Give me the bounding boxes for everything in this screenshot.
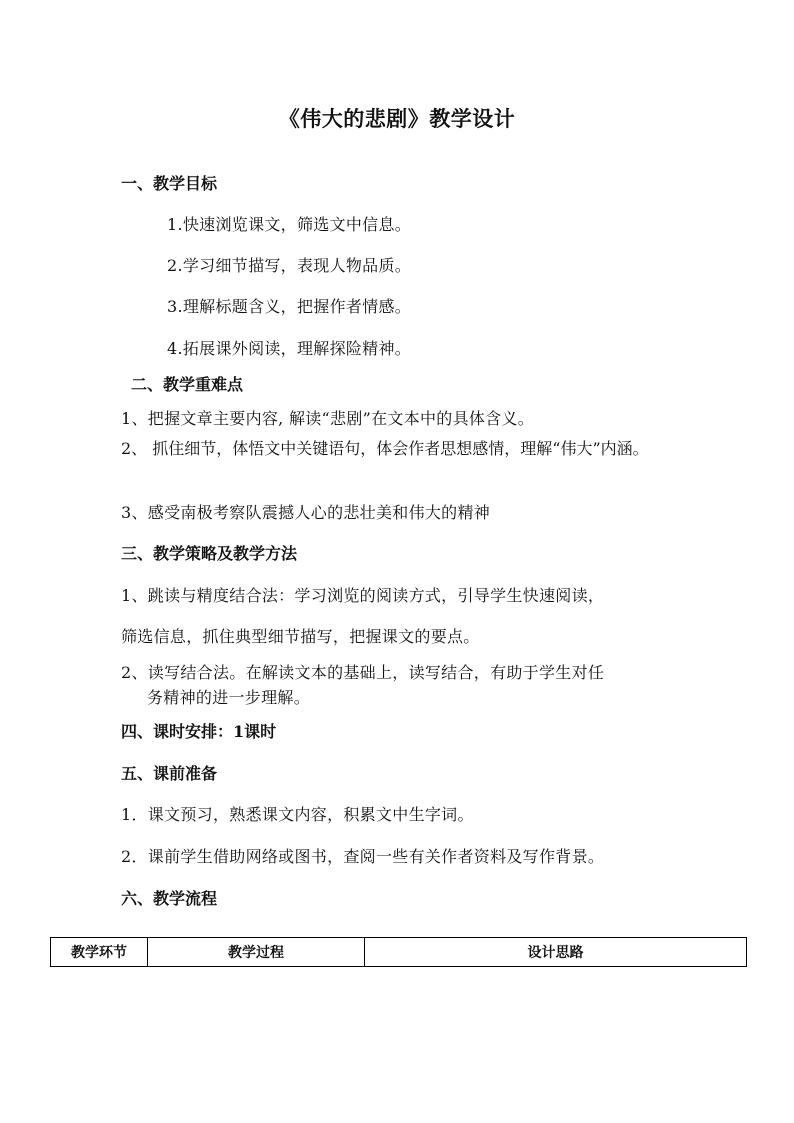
objective-item: 2.学习细节描写，表现人物品质。 <box>167 256 412 275</box>
preparation-item: 1．课文预习，熟悉课文内容，积累文中生字词。 <box>121 805 474 824</box>
table-header-cell: 教学过程 <box>148 938 365 967</box>
table-header-cell: 设计思路 <box>365 938 747 967</box>
section-heading-objectives: 一、教学目标 <box>121 174 218 193</box>
table-header-cell: 教学环节 <box>51 938 148 967</box>
section-heading-preparation: 五、课前准备 <box>121 764 218 783</box>
section-heading-strategies: 三、教学策略及教学方法 <box>121 544 298 563</box>
strategy-item-line: 筛选信息，抓住典型细节描写，把握课文的要点。 <box>121 627 480 646</box>
section-heading-schedule: 四、课时安排：1课时 <box>121 722 277 741</box>
objective-item: 1.快速浏览课文，筛选文中信息。 <box>167 215 412 234</box>
preparation-item: 2．课前学生借助网络或图书，查阅一些有关作者资料及写作背景。 <box>121 847 605 866</box>
objective-item: 3.理解标题含义，把握作者情感。 <box>167 297 412 316</box>
section-heading-key-points: 二、教学重难点 <box>131 375 244 394</box>
section-heading-process: 六、教学流程 <box>121 889 218 908</box>
table-header-row <box>51 938 747 967</box>
strategy-item-line: 务精神的进一步理解。 <box>147 688 311 707</box>
key-point-item: 3、感受南极考察队震撼人心的悲壮美和伟大的精神 <box>121 503 491 522</box>
teaching-process-table <box>50 937 747 967</box>
key-point-item: 2、 抓住细节，体悟文中关键语句，体会作者思想感情，理解“伟大”内涵。 <box>121 439 649 458</box>
key-point-item: 1、把握文章主要内容, 解读“悲剧”在文本中的具体含义。 <box>121 409 535 428</box>
document-title: 《伟大的悲剧》教学设计 <box>278 106 516 131</box>
objective-item: 4.拓展课外阅读，理解探险精神。 <box>167 339 412 358</box>
strategy-item-line: 1、跳读与精度结合法：学习浏览的阅读方式，引导学生快速阅读， <box>121 586 605 605</box>
strategy-item-line: 2、读写结合法。在解读文本的基础上，读写结合，有助于学生对任 <box>121 663 605 682</box>
